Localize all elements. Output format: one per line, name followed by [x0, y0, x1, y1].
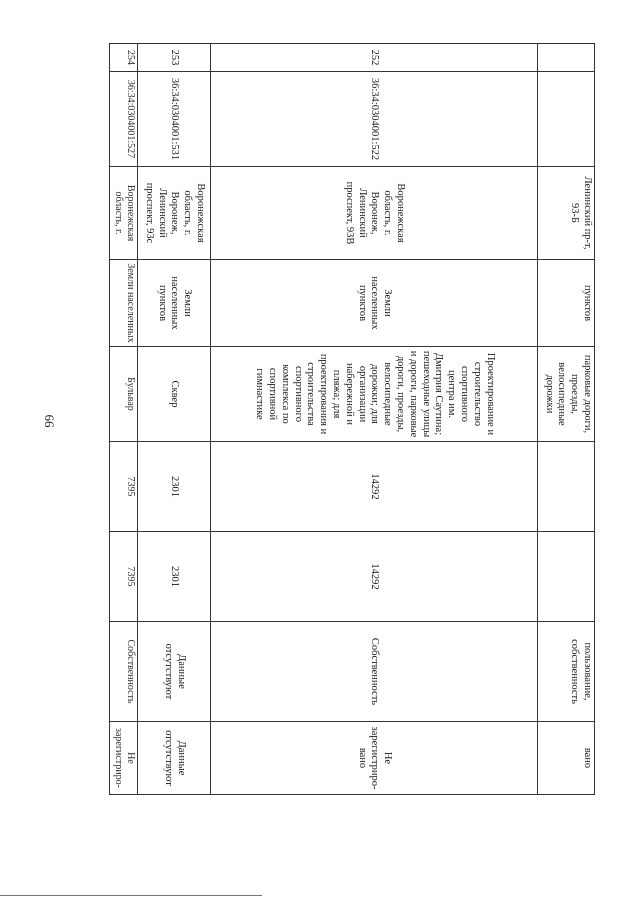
cell-num: 252: [211, 44, 538, 72]
cell-use: Бульвар: [110, 347, 138, 442]
cell-num: [538, 44, 595, 72]
cell-right: Собственность: [211, 622, 538, 722]
table-row-continuation: [538, 44, 595, 795]
table-row: [211, 44, 538, 795]
page-number: 66: [42, 414, 57, 428]
cell-use: Сквер: [138, 347, 211, 442]
cell-cadastral: 36:34:0304001:522: [211, 72, 538, 167]
cell-right: пользование, собственность: [538, 622, 595, 722]
cell-registration: Не зарегистриро-вано: [211, 722, 538, 795]
cell-area-doc: 7395: [110, 442, 138, 532]
cell-location: Воронежская область, г. Воронеж, Ленинский проспект, 93с: [138, 167, 211, 260]
cell-category: Земли населенных пунктов: [211, 260, 538, 347]
cell-location: Ленинский пр-т, 93-Б: [538, 167, 595, 260]
cell-registration: Не зарегистриро-: [110, 722, 138, 795]
cell-num: 254: [110, 44, 138, 72]
cell-category: Земли населенных пунктов: [138, 260, 211, 347]
table-row: [110, 44, 138, 795]
rotated-table-container: [110, 43, 595, 794]
cell-cadastral: 36:34:0304001:531: [138, 72, 211, 167]
cell-registration: Данные отсутствуют: [138, 722, 211, 795]
table-row: [138, 44, 211, 795]
cell-location: Воронежская область, г. Воронеж, Ленинский проспект, 93В: [211, 167, 538, 260]
cell-cadastral: 36:34:0304001:527: [110, 72, 138, 167]
cell-right: Данные отсутствуют: [138, 622, 211, 722]
cell-area: 14292: [211, 532, 538, 622]
cell-use: Проектирование и строительство спортивного центра им. Дмитрия Саутина; пешеходные улицы и дороги, парковые дороги, проезды, велосипедные дорожки; для организации набережной и пляжа; для проектирования и строительства спортивного комплекса по спортивной гимнастике: [211, 347, 538, 442]
cell-area-doc: 14292: [211, 442, 538, 532]
cell-area: 2301: [138, 532, 211, 622]
cell-right: Собственность: [110, 622, 138, 722]
cell-area-doc: 2301: [138, 442, 211, 532]
land-plots-table: [109, 43, 595, 795]
cell-registration: вано: [538, 722, 595, 795]
cell-use: парковые дороги, проезды, велосипедные дорожки: [538, 347, 595, 442]
cell-num: 253: [138, 44, 211, 72]
footer-divider: [0, 895, 262, 896]
cell-location: Воронежская область, г.: [110, 167, 138, 260]
cell-area: 7395: [110, 532, 138, 622]
cell-area-doc: [538, 442, 595, 532]
cell-area: [538, 532, 595, 622]
cell-cadastral: [538, 72, 595, 167]
cell-category: пунктов: [538, 260, 595, 347]
cell-category: Земли населенных: [110, 260, 138, 347]
